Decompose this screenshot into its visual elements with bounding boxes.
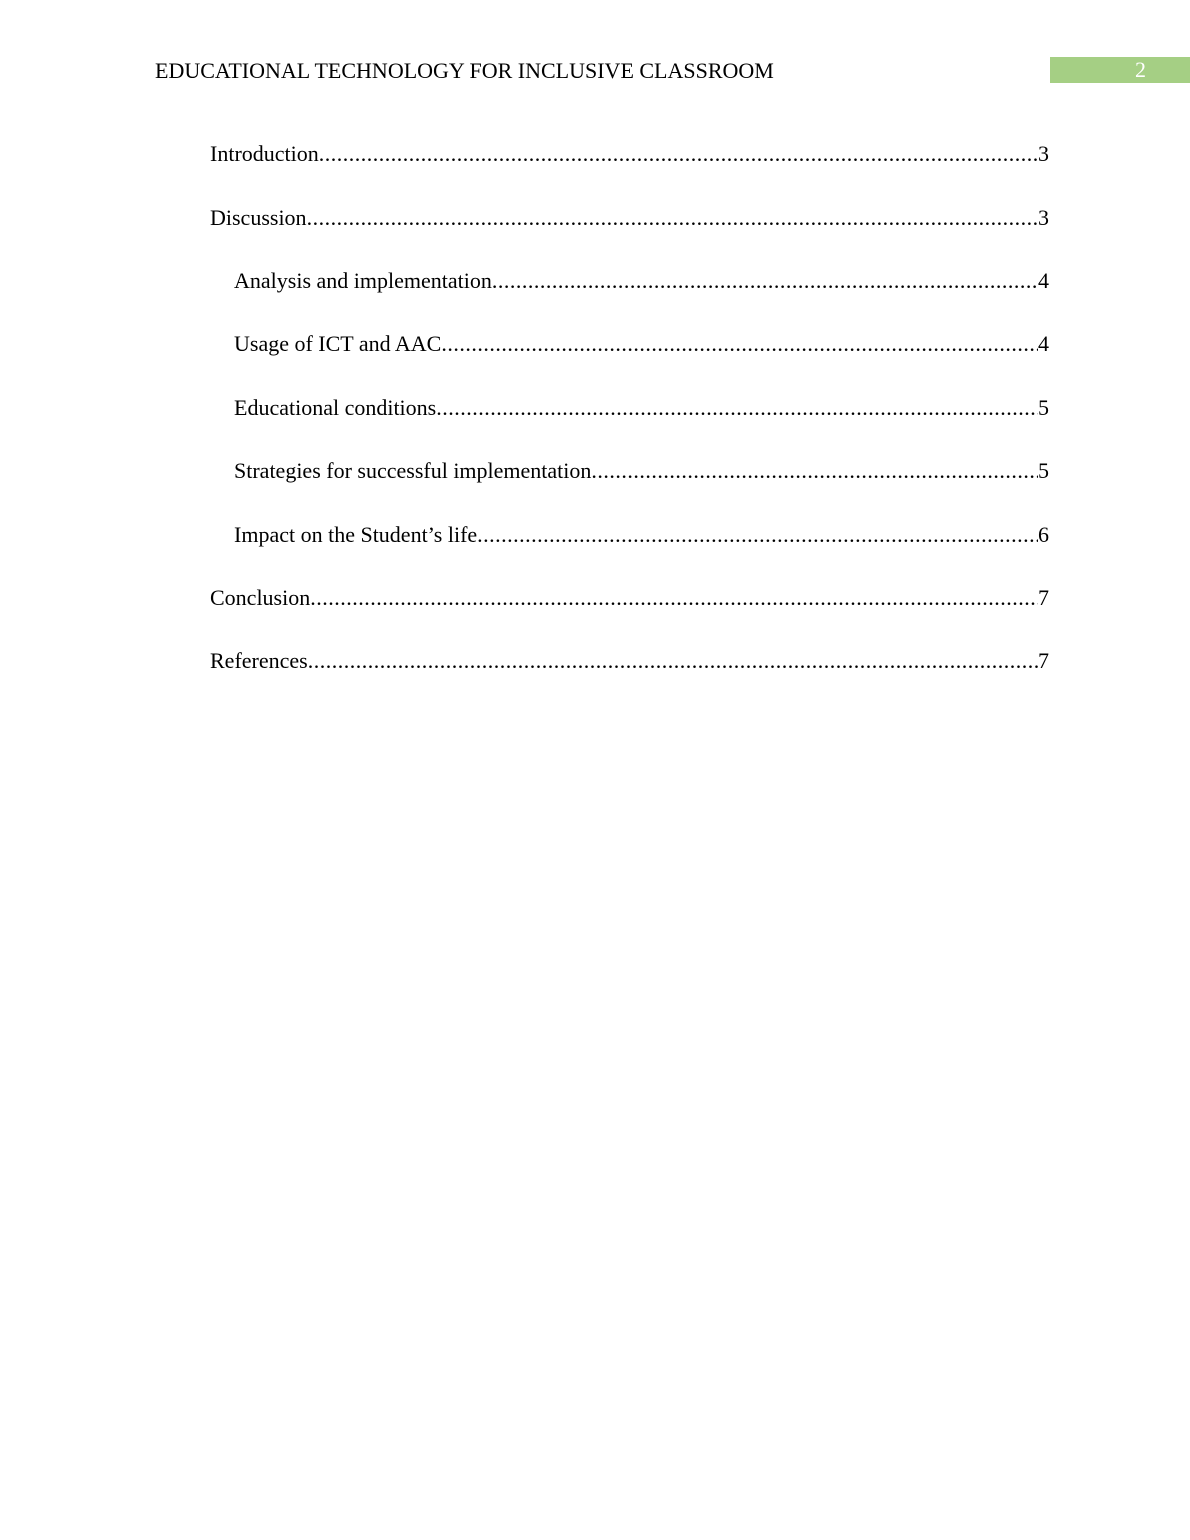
toc-entry-page: 3 — [1038, 205, 1049, 230]
toc-entry-label: Introduction — [210, 141, 319, 166]
toc-dot-leader — [591, 456, 1038, 486]
running-header-title: EDUCATIONAL TECHNOLOGY FOR INCLUSIVE CLASSROOM — [155, 58, 774, 83]
toc-entry-educational-conditions[interactable] — [234, 393, 1049, 423]
toc-entry-label: Impact on the Student’s life — [234, 522, 478, 547]
toc-entry-label: Usage of ICT and AAC — [234, 331, 442, 356]
toc-dot-leader — [308, 646, 1038, 676]
toc-entry-label: Analysis and implementation — [234, 268, 492, 293]
toc-dot-leader — [477, 520, 1038, 550]
toc-entry-introduction[interactable] — [210, 139, 1049, 169]
toc-entry-label: References — [210, 648, 308, 673]
toc-entry-page: 6 — [1038, 522, 1049, 547]
toc-entry-references[interactable] — [210, 646, 1049, 676]
toc-dot-leader — [310, 583, 1038, 613]
toc-dot-leader — [441, 329, 1038, 359]
page-number-box — [1050, 57, 1190, 83]
toc-entry-label: Strategies for successful implementation — [234, 458, 592, 483]
toc-dot-leader — [307, 203, 1038, 233]
toc-entry-page: 7 — [1038, 585, 1049, 610]
toc-dot-leader — [319, 139, 1038, 169]
toc-entry-page: 4 — [1038, 331, 1049, 356]
toc-entry-conclusion[interactable] — [210, 583, 1049, 613]
toc-entry-page: 3 — [1038, 141, 1049, 166]
page-number: 2 — [1135, 57, 1146, 82]
toc-dot-leader — [492, 266, 1038, 296]
toc-entry-page: 5 — [1038, 395, 1049, 420]
toc-dot-leader — [436, 393, 1038, 423]
toc-entry-impact-on-the-students-life[interactable] — [234, 520, 1049, 550]
toc-entry-label: Discussion — [210, 205, 307, 230]
toc-entry-discussion[interactable] — [210, 203, 1049, 233]
toc-entry-label: Educational conditions — [234, 395, 437, 420]
toc-entry-page: 4 — [1038, 268, 1049, 293]
toc-entry-page: 7 — [1038, 648, 1049, 673]
toc-entry-page: 5 — [1038, 458, 1049, 483]
toc-entry-label: Conclusion — [210, 585, 311, 610]
toc-entry-strategies-for-successful-implementation[interactable] — [234, 456, 1049, 486]
toc-entry-usage-of-ict-and-aac[interactable] — [234, 329, 1049, 359]
toc-entry-analysis-and-implementation[interactable] — [234, 266, 1049, 296]
